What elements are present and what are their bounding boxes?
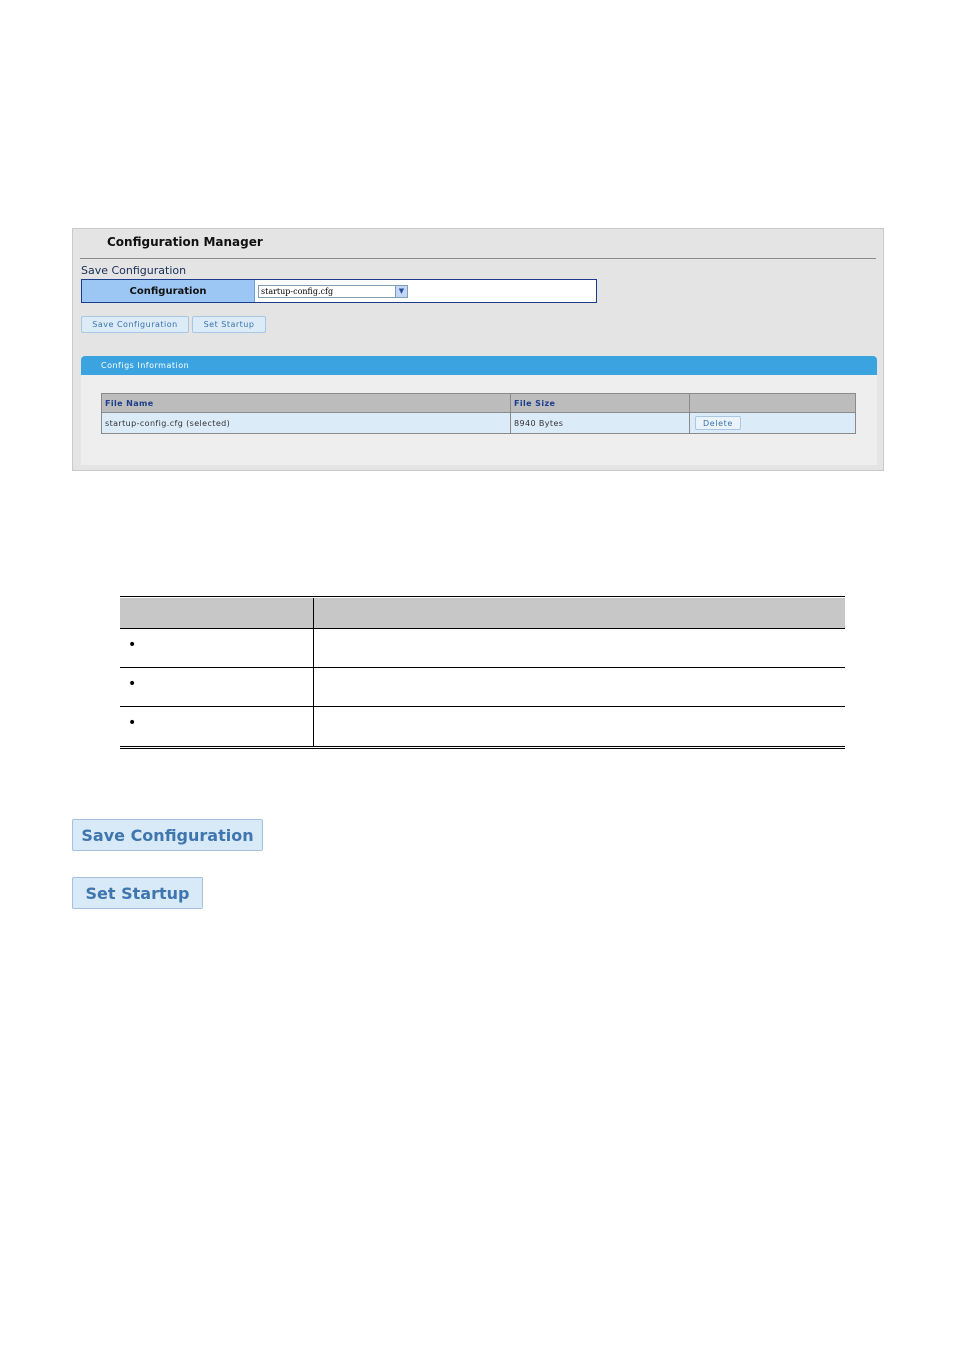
configs-information-header: Configs Information — [81, 356, 877, 375]
table-row — [120, 707, 845, 745]
table-bottom-rule — [120, 746, 845, 749]
column-header-file-name: File Name — [102, 394, 511, 412]
column-header-action — [690, 394, 855, 412]
configuration-manager-panel — [72, 228, 884, 471]
set-startup-button[interactable]: Set Startup — [192, 316, 266, 333]
panel-title: Configuration Manager — [107, 235, 263, 249]
configuration-row — [81, 279, 597, 303]
table-row — [120, 668, 845, 707]
delete-button[interactable]: Delete — [695, 416, 741, 430]
configuration-select[interactable] — [258, 285, 408, 298]
file-size-cell: 8940 Bytes — [511, 413, 690, 433]
section-title: Save Configuration — [81, 264, 187, 277]
table-top-rule — [120, 596, 845, 597]
table-row — [102, 413, 855, 433]
bullet-icon: • — [128, 637, 137, 653]
column-header-file-size: File Size — [511, 394, 690, 412]
title-divider — [80, 258, 876, 259]
configuration-label: Configuration — [82, 280, 255, 302]
bullet-icon: • — [128, 676, 137, 692]
bullet-icon: • — [128, 715, 137, 731]
set-startup-large-button[interactable]: Set Startup — [72, 877, 203, 909]
chevron-down-icon[interactable]: ▼ — [395, 286, 407, 297]
table-row — [120, 629, 845, 668]
save-configuration-button[interactable]: Save Configuration — [81, 316, 189, 333]
configs-table — [101, 393, 856, 434]
description-table — [120, 596, 845, 749]
save-configuration-large-button[interactable]: Save Configuration — [72, 819, 263, 851]
column-divider — [313, 598, 314, 746]
configs-information-box — [81, 356, 877, 465]
configs-table-header — [102, 394, 855, 413]
description-table-header — [120, 598, 845, 629]
file-name-cell: startup-config.cfg (selected) — [102, 413, 511, 433]
configuration-select-value: startup-config.cfg — [261, 287, 334, 296]
